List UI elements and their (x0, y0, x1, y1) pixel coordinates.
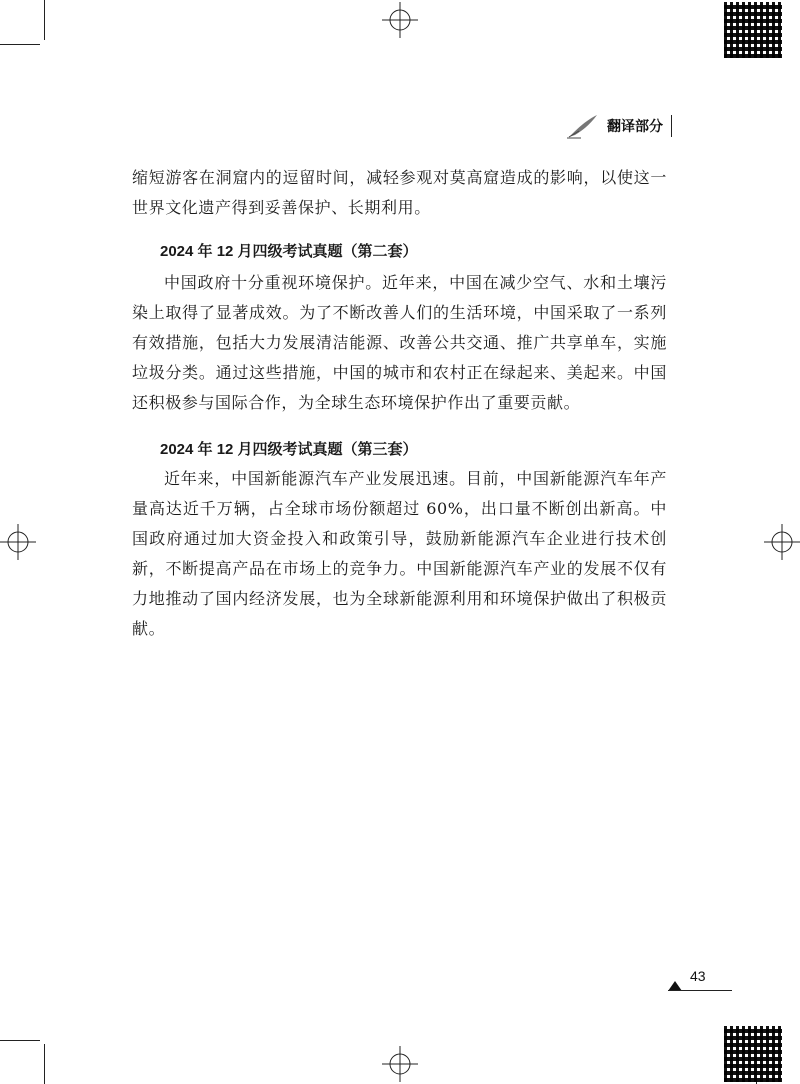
section-title: 翻译部分 (607, 118, 663, 134)
page-number-block (668, 968, 732, 990)
quill-pen-icon (567, 113, 599, 139)
crop-mark (0, 44, 40, 45)
qr-code-icon[interactable] (724, 2, 782, 58)
watermark (299, 471, 512, 542)
paragraph-text: 中国政府十分重视环境保护。近年来，中国在减少空气、水和土壤污染上取得了显著成效。为了不断改善人们的生活环境，中国采取了一系列有效措施，包括大力发展清洁能源、改善公共交通、推广共享单车，实施垃圾分类。通过这些措施，中国的城市和农村正在绿起来、美起来。中国还积极参与国际合作，为全球生态环境保护作出了重要贡献。 (132, 273, 667, 412)
footer-rule (668, 990, 732, 991)
crop-mark (0, 1040, 40, 1041)
section-heading: 2024 年 12 月四级考试真题（第三套） (160, 441, 418, 458)
registration-mark-icon (382, 2, 418, 38)
section-heading: 2024 年 12 月四级考试真题（第二套） (160, 243, 418, 260)
header-divider (671, 115, 672, 137)
registration-mark-icon (764, 524, 800, 560)
page-number: 43 (690, 968, 706, 984)
crop-mark (44, 0, 45, 40)
section-paragraph (132, 268, 667, 418)
intro-paragraph (132, 163, 667, 223)
registration-mark-icon (382, 1046, 418, 1082)
paragraph-text: 缩短游客在洞窟内的逗留时间，减轻参观对莫高窟造成的影响，以使这一世界文化遗产得到妥善保护、长期利用。 (132, 168, 667, 217)
crop-mark (44, 1044, 45, 1084)
registration-mark-icon (0, 524, 36, 560)
running-header (567, 113, 672, 139)
qr-code-icon[interactable] (724, 1026, 782, 1082)
paragraph-text: 近年来，中国新能源汽车产业发展迅速。目前，中国新能源汽车年产量高达近千万辆，占全球市场份额超过 60%，出口量不断创出新高。中国政府通过加大资金投入和政策引导，鼓励新能源汽车企业进行技术创新，不断提高产品在市场上的竞争力。中国新能源汽车产业的发展不仅有力地推动了国内经济发展，也为全球新能源利用和环境保护做出了积极贡献。 (132, 469, 667, 638)
